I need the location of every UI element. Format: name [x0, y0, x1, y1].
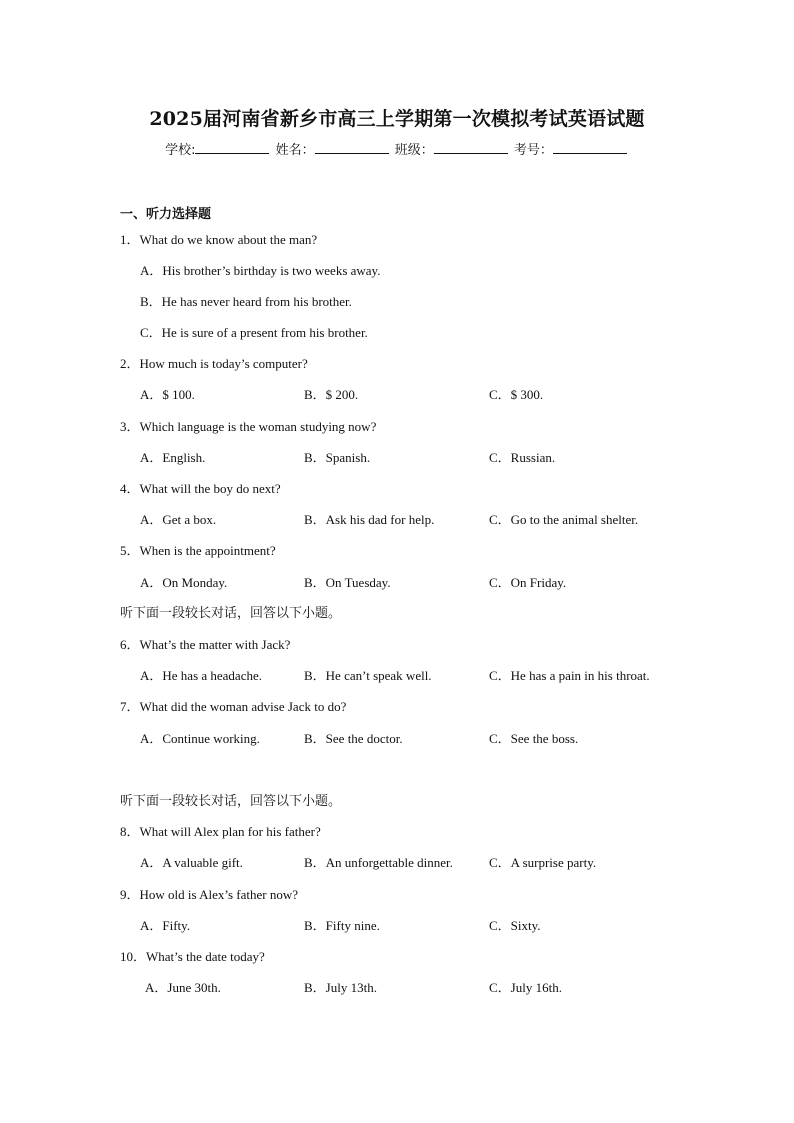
question-6: 6．What’s the matter with Jack?	[120, 637, 291, 652]
question-8-option-a: A．A valuable gift.	[140, 855, 243, 870]
question-7-option-a: A．Continue working.	[140, 731, 260, 746]
question-6-option-b: B．He can’t speak well.	[304, 668, 432, 683]
question-9-option-a: A．Fifty.	[140, 918, 191, 933]
question-3-option-b: B．Spanish.	[304, 450, 371, 465]
exam-number-blank[interactable]	[553, 140, 627, 154]
question-7-option-c: C．See the boss.	[489, 731, 579, 746]
question-9-option-c: C．Sixty.	[489, 918, 541, 933]
question-8: 8．What will Alex plan for his father?	[120, 824, 321, 839]
question-4-option-c: C．Go to the animal shelter.	[489, 512, 639, 527]
question-5-option-b: B．On Tuesday.	[304, 575, 391, 590]
name-blank[interactable]	[315, 140, 389, 154]
question-3-option-a: A．English.	[140, 450, 206, 465]
question-10-option-a: A．June 30th.	[145, 980, 221, 995]
class-label: 班级：	[394, 143, 434, 158]
question-3: 3．Which language is the woman studying now?	[120, 419, 377, 434]
question-6-option-a: A．He has a headache.	[140, 668, 262, 683]
question-7: 7．What did the woman advise Jack to do?	[120, 699, 347, 714]
question-9-option-b: B．Fifty nine.	[304, 918, 380, 933]
question-8-option-c: C．A surprise party.	[489, 855, 597, 870]
school-label: 学校:	[165, 143, 196, 158]
question-2-option-c: C．$ 300.	[489, 387, 544, 402]
question-10-option-b: B．July 13th.	[304, 980, 377, 995]
name-label: 姓名：	[275, 143, 315, 158]
question-2-option-a: A．$ 100.	[140, 387, 195, 402]
question-4: 4．What will the boy do next?	[120, 481, 281, 496]
question-2: 2．How much is today’s computer?	[120, 356, 308, 371]
question-1: 1．What do we know about the man?	[120, 232, 318, 247]
question-3-option-c: C．Russian.	[489, 450, 556, 465]
question-4-option-a: A．Get a box.	[140, 512, 217, 527]
question-1-option-a: A．His brother’s birthday is two weeks away.	[140, 263, 381, 278]
dialogue-instruction: 听下面一段较长对话，回答以下小题。	[120, 606, 342, 621]
page-title: 2025届河南省新乡市高三上学期第一次模拟考试英语试题	[149, 108, 645, 130]
dialogue-instruction: 听下面一段较长对话，回答以下小题。	[120, 794, 342, 809]
question-4-option-b: B．Ask his dad for help.	[304, 512, 435, 527]
section-heading: 一、听力选择题	[120, 207, 212, 222]
school-blank[interactable]	[195, 140, 269, 154]
question-2-option-b: B．$ 200.	[304, 387, 359, 402]
question-10-option-c: C．July 16th.	[489, 980, 562, 995]
class-blank[interactable]	[434, 140, 508, 154]
question-5: 5．When is the appointment?	[120, 543, 276, 558]
question-7-option-b: B．See the doctor.	[304, 731, 403, 746]
question-5-option-a: A．On Monday.	[140, 575, 228, 590]
question-10: 10．What’s the date today?	[120, 949, 265, 964]
question-6-option-c: C．He has a pain in his throat.	[489, 668, 650, 683]
question-1-option-b: B．He has never heard from his brother.	[140, 294, 352, 309]
question-5-option-c: C．On Friday.	[489, 575, 567, 590]
student-info-line	[0, 139, 794, 158]
question-1-option-c: C．He is sure of a present from his brother.	[140, 325, 368, 340]
question-8-option-b: B．An unforgettable dinner.	[304, 855, 453, 870]
question-9: 9．How old is Alex’s father now?	[120, 887, 299, 902]
exam-number-label: 考号：	[513, 143, 553, 158]
